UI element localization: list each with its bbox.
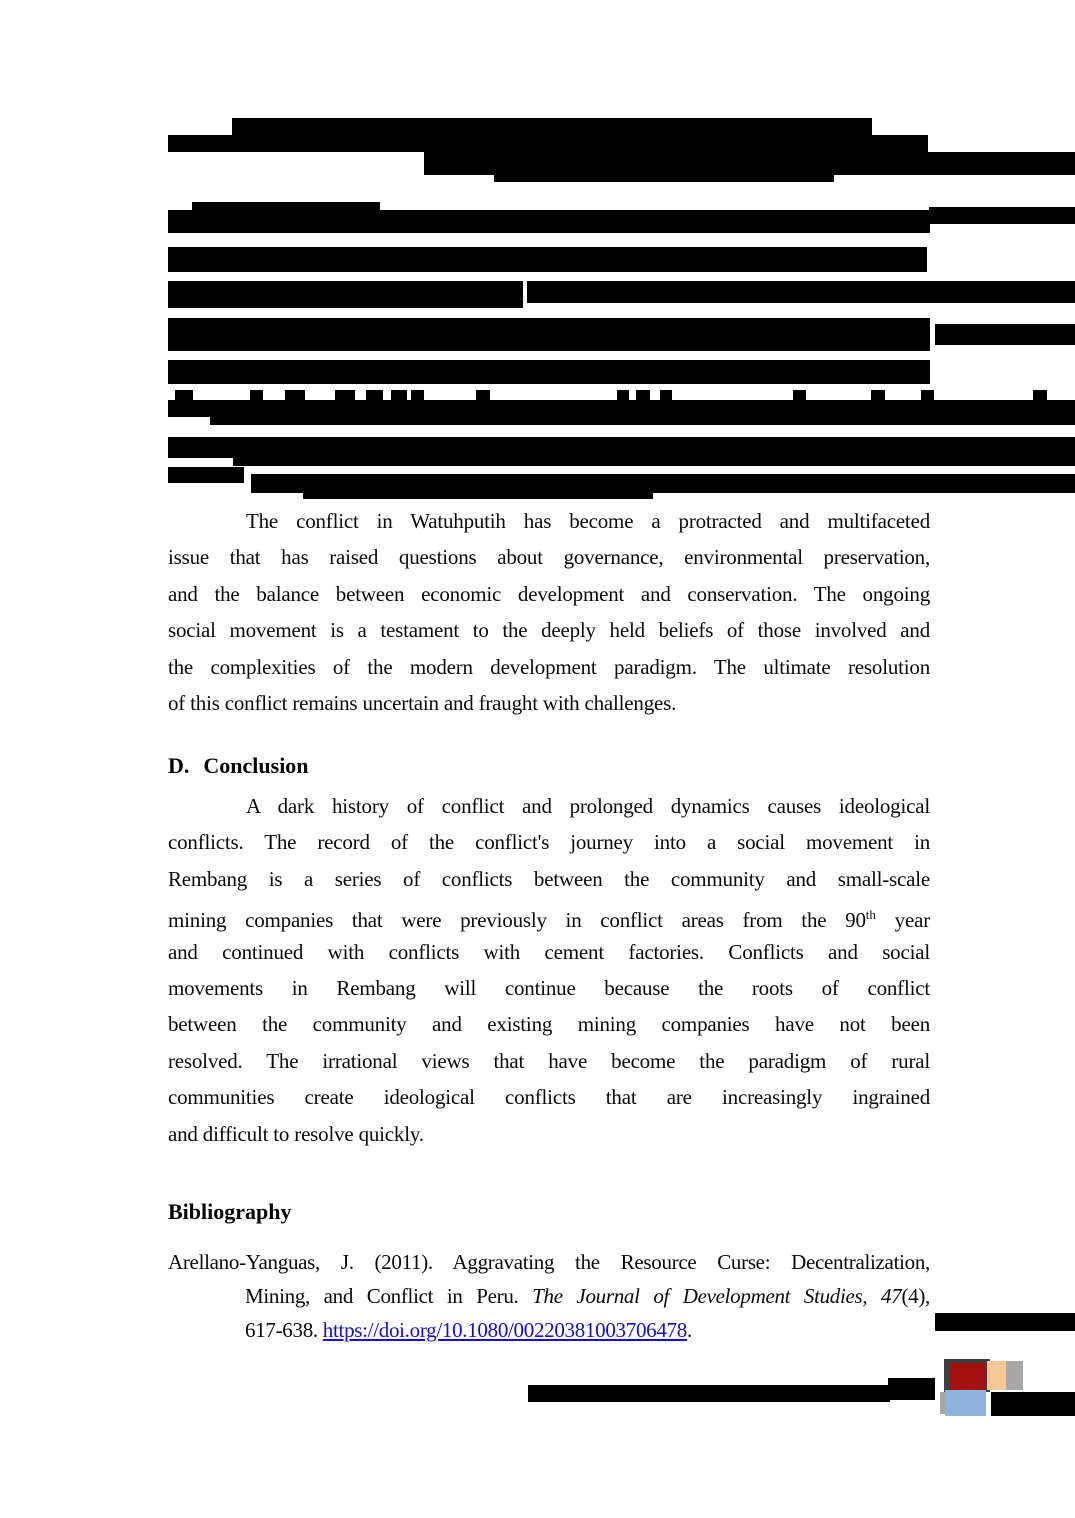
- redaction-bar: [168, 360, 930, 384]
- bibliography-entry: [168, 1245, 930, 1347]
- conclusion-heading-text: Conclusion: [203, 753, 309, 778]
- conclusion-heading-number: D.: [168, 753, 190, 778]
- text-line: and the balance between economic development and conservation. The ongoing: [168, 581, 930, 606]
- text-line: and difficult to resolve quickly.: [168, 1121, 424, 1146]
- bibliography-heading: Bibliography: [168, 1199, 292, 1224]
- text-line: communities create ideological conflicts that are increasingly ingrained: [168, 1085, 930, 1110]
- text-line: conflicts. The record of the conflict's journey into a social movement in: [168, 830, 930, 855]
- redaction-bar: [935, 1313, 1075, 1331]
- citation-line: Arellano-Yanguas, J. (2011). Aggravating the Resource Curse: Decentralization,: [168, 1250, 930, 1274]
- redaction-bar: [233, 457, 1075, 466]
- text-segment: Mining, and Conflict in Peru.: [245, 1284, 533, 1308]
- text-line: The conflict in Watuhputih has become a protracted and multifaceted: [246, 509, 930, 533]
- redaction-bar: [168, 135, 928, 152]
- superscript-th: th: [865, 907, 876, 923]
- text-segment: mining companies that were previously in conflict areas from the 90: [168, 908, 866, 933]
- text-segment: (4),: [901, 1284, 930, 1308]
- text-line: social movement is a testament to the deeply held beliefs of those involved and: [168, 618, 930, 643]
- logo-square-blue: [945, 1390, 986, 1416]
- text-line: of this conflict remains uncertain and fraught with challenges.: [168, 690, 677, 715]
- redaction-bar: [528, 1385, 890, 1402]
- redaction-bar: [168, 400, 1075, 417]
- redaction-bar: [168, 318, 930, 351]
- redaction-bar: [232, 118, 872, 135]
- text-line: issue that has raised questions about governance, environmental preservation,: [168, 545, 930, 570]
- redaction-bar: [251, 474, 1075, 493]
- logo-square-red: [950, 1363, 985, 1390]
- text-line: [168, 897, 930, 933]
- redaction-bar: [168, 467, 244, 483]
- text-segment: .: [686, 1318, 692, 1342]
- redaction-bar: [935, 324, 1075, 345]
- logo-square-peach: [987, 1361, 1006, 1390]
- redaction-bar: [303, 492, 653, 499]
- journal-title-italic: The Journal of Development Studies, 47: [532, 1284, 902, 1308]
- redaction-bar: [991, 1392, 1075, 1416]
- text-line: between the community and existing mining companies have not been: [168, 1012, 930, 1037]
- redaction-bar: [494, 172, 834, 182]
- redaction-bar: [210, 417, 1075, 425]
- conclusion-heading: [168, 751, 309, 781]
- citation-line: [245, 1279, 930, 1313]
- doi-link[interactable]: https://doi.org/10.1080/00220381003706478: [322, 1318, 687, 1342]
- text-segment: year: [875, 908, 930, 933]
- text-line: resolved. The irrational views that have become the paradigm of rural: [168, 1048, 930, 1073]
- text-line: Rembang is a series of conflicts between the community and small-scale: [168, 866, 930, 891]
- redaction-bar: [929, 207, 1075, 224]
- conclusion-paragraph: [168, 788, 930, 1152]
- paragraph-watuhputih: [168, 503, 930, 721]
- redaction-bar: [168, 437, 1075, 458]
- redaction-bar: [168, 210, 930, 233]
- redaction-bar: [527, 281, 1075, 303]
- text-line: the complexities of the modern development paradigm. The ultimate resolution: [168, 654, 930, 679]
- text-line: movements in Rembang will continue because the roots of conflict: [168, 975, 930, 1000]
- redaction-bar: [168, 281, 523, 308]
- text-line: A dark history of conflict and prolonged dynamics causes ideological: [246, 794, 930, 818]
- text-segment: 617-638.: [245, 1318, 323, 1342]
- redaction-bar: [192, 202, 380, 210]
- text-line: and continued with conflicts with cement factories. Conflicts and social: [168, 939, 930, 964]
- redaction-bar: [168, 247, 927, 272]
- citation-line: [245, 1313, 930, 1347]
- redaction-bar: [888, 1378, 935, 1400]
- logo-square-gray: [1006, 1361, 1023, 1390]
